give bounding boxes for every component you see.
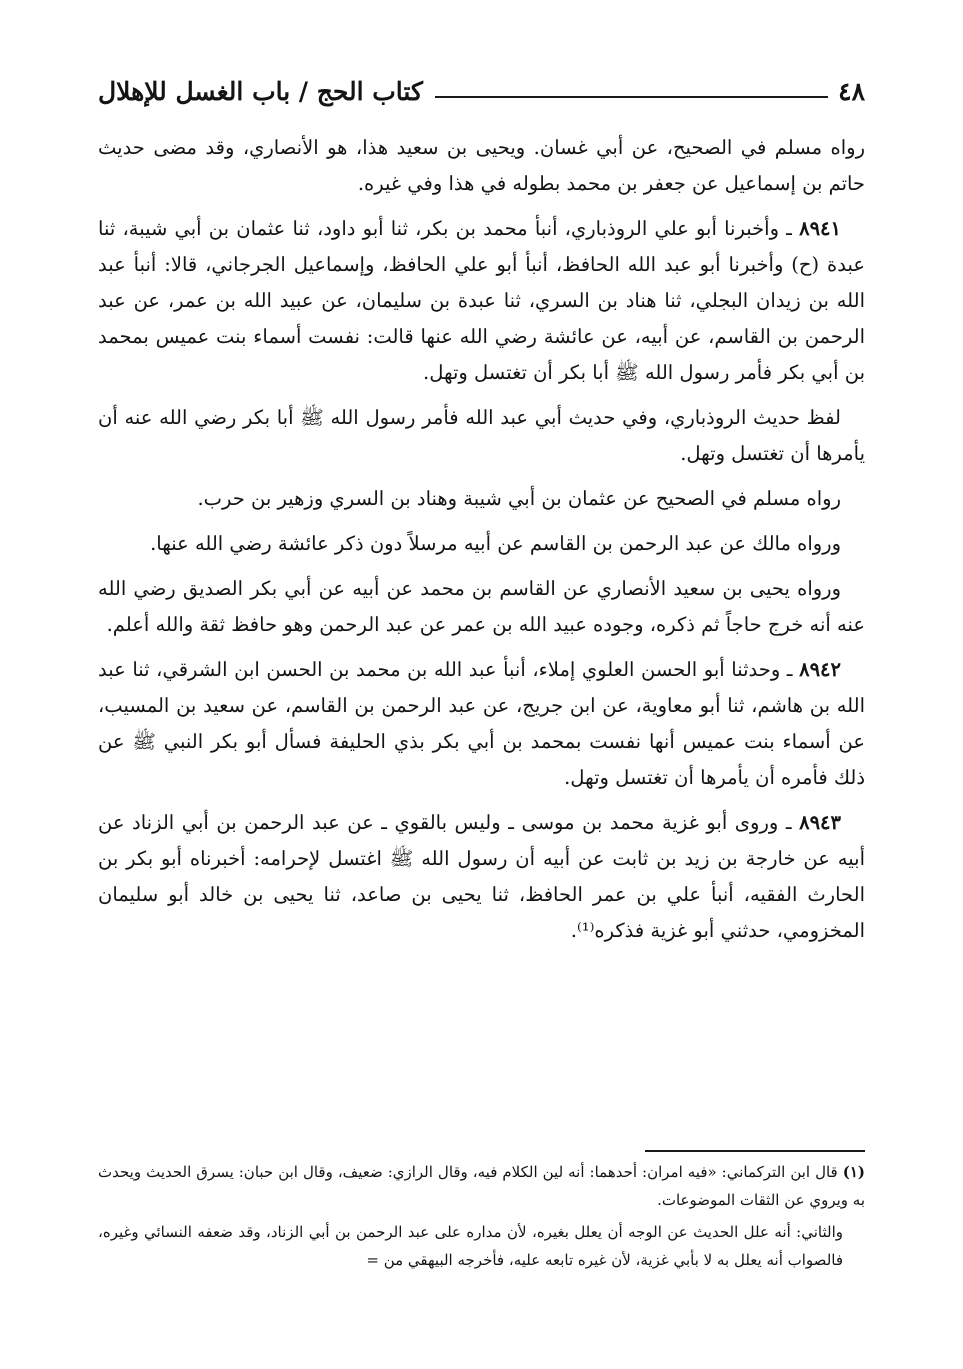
paragraph-text: ـ وروى أبو غزية محمد بن موسى ـ وليس بالقوي ـ عن عبد الرحمن بن أبي الزناد عن أبيه عن خارجة بن زيد بن ثابت عن أبيه أن رسول الله ﷺ اغتسل لإحرامه: أخبرناه أبو بكر بن الحارث الفقيه، أنبأ علي بن عمر الحافظ، ثنا يحيى بن صاعد، ثنا يحيى بن خالد أبو سليمان المخزومي، حدثني أبو غزية فذكره⁽¹⁾. bbox=[98, 811, 865, 942]
paragraph bbox=[98, 571, 865, 643]
footnote-marker: (١) bbox=[842, 1163, 865, 1181]
footnote-1 bbox=[98, 1158, 865, 1214]
footnote-text: والثاني: أنه علل الحديث عن الوجه أن يعلل بغيره، لأن مداره على عبد الرحمن بن أبي الزناد، وقد ضعفه النسائي وغيره، فالصواب أنه يعلل به لا بأبي غزية، لأن غيره تابعه عليه، فأخرجه البيهقي من = bbox=[98, 1223, 843, 1269]
hadith-number: ٨٩٤٢ bbox=[799, 658, 841, 681]
footnotes bbox=[98, 1158, 865, 1278]
paragraph bbox=[98, 400, 865, 472]
hadith-8941 bbox=[98, 211, 865, 391]
main-text bbox=[98, 130, 865, 958]
paragraph-text: لفظ حديث الروذباري، وفي حديث أبي عبد الله فأمر رسول الله ﷺ أبا بكر رضي الله عنه أن يأمرها أن تغتسل وتهل. bbox=[98, 406, 865, 465]
footnote-continuation bbox=[98, 1218, 865, 1274]
paragraph-text: ورواه مالك عن عبد الرحمن بن القاسم عن أبيه مرسلاً دون ذكر عائشة رضي الله عنها. bbox=[150, 532, 841, 555]
footnote-text: قال ابن التركماني: «فيه امران: أحدهما: أنه لين الكلام فيه، وقال الرازي: ضعيف، وقال ابن حبان: يسرق الحديث ويحدث به ويروي عن الثقات الموضوعات. bbox=[98, 1163, 865, 1209]
paragraph-text: ورواه يحيى بن سعيد الأنصاري عن القاسم بن محمد عن أبيه عن أبي بكر الصديق رضي الله عنه أنه خرج حاجاً ثم ذكره، وجوده عبيد الله بن عمر عن عبد الرحمن وهو حافظ ثقة والله أعلم. bbox=[98, 577, 865, 636]
paragraph bbox=[98, 526, 865, 562]
chapter-title: كتاب الحج / باب الغسل للإهلال bbox=[98, 72, 435, 112]
page-number: ٤٨ bbox=[828, 72, 865, 112]
paragraph bbox=[98, 130, 865, 202]
hadith-number: ٨٩٤١ bbox=[799, 217, 841, 240]
footnote-separator bbox=[645, 1150, 865, 1152]
paragraph-text: ـ وحدثنا أبو الحسن العلوي إملاء، أنبأ عبد الله بن محمد بن الحسن ابن الشرقي، ثنا عبد الله بن هاشم، ثنا أبو معاوية، عن ابن جريج، عن عبد الرحمن بن القاسم، عن سعيد بن المسيب، عن أسماء بنت عميس أنها نفست بمحمد بن أبي بكر بذي الحليفة فسأل أبو بكر النبي ﷺ عن ذلك فأمره أن يأمرها أن تغتسل وتهل. bbox=[98, 658, 865, 789]
hadith-number: ٨٩٤٣ bbox=[799, 811, 841, 834]
paragraph-text: رواه مسلم في الصحيح، عن أبي غسان. ويحيى بن سعيد هذا، هو الأنصاري، وقد مضى حديث حاتم بن إسماعيل عن جعفر بن محمد بطوله في هذا وفي غيره. bbox=[98, 136, 866, 195]
running-head bbox=[98, 72, 865, 116]
paragraph bbox=[98, 481, 865, 517]
hadith-8943 bbox=[98, 805, 865, 949]
paragraph-text: رواه مسلم في الصحيح عن عثمان بن أبي شيبة وهناد بن السري وزهير بن حرب. bbox=[197, 487, 841, 510]
paragraph-text: ـ وأخبرنا أبو علي الروذباري، أنبأ محمد بن بكر، ثنا أبو داود، ثنا عثمان بن أبي شيبة، ثنا عبدة (ح) وأخبرنا أبو عبد الله الحافظ، أنبأ أبو علي الحافظ، وإسماعيل الجرجاني، قالا: أنبأ عبد الله بن زيدان البجلي، ثنا هناد بن السري، ثنا عبدة بن سليمان، عن عبيد الله بن عمر، عن عبد الرحمن بن القاسم، عن أبيه، عن عائشة رضي الله عنها قالت: نفست أسماء بنت عميس بمحمد بن أبي بكر فأمر رسول الله ﷺ أبا بكر أن تغتسل وتهل. bbox=[98, 217, 865, 384]
hadith-8942 bbox=[98, 652, 865, 796]
